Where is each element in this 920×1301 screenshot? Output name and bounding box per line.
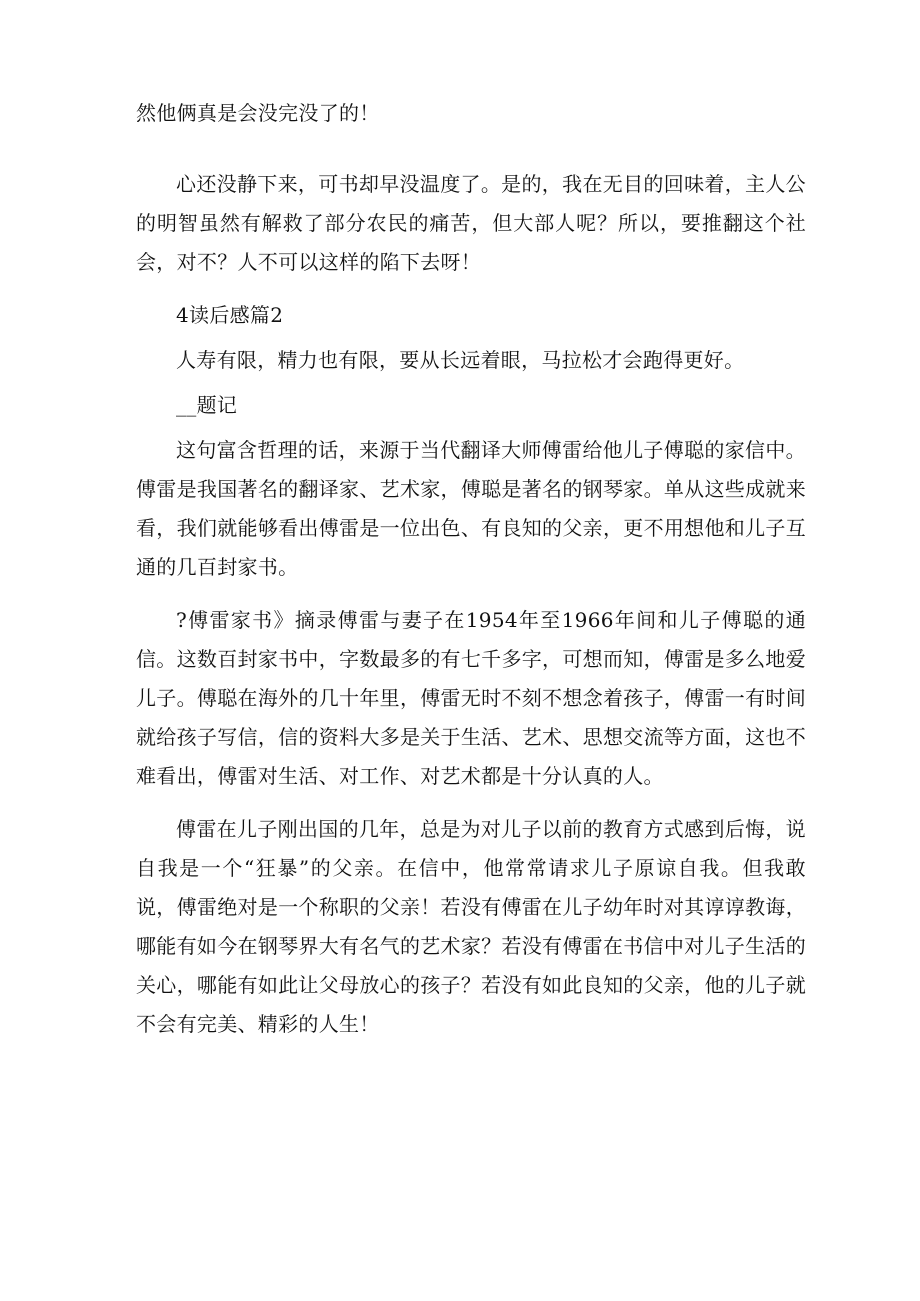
- paragraph-continuation: 然他俩真是会没完没了的！: [136, 101, 380, 125]
- paragraph: 傅雷在儿子刚出国的几年，总是为对儿子以前的教育方式感到后悔，说自我是一个“狂暴”的父亲。在信中，他常常请求儿子原谅自我。但我敢说，傅雷绝对是一个称职的父亲！若没有傅雷在儿子幼年时对其谆谆教诲，哪能有如今在钢琴界大有名气的艺术家？若没有傅雷在书信中对儿子生活的关心，哪能有如此让父母放心的孩子？若没有如此良知的父亲，他的儿子就不会有完美、精彩的人生！: [136, 817, 806, 1036]
- paragraph: 心还没静下来，可书却早没温度了。是的，我在无目的回味着，主人公的明智虽然有解救了部分农民的痛苦，但大部人呢？所以，要推翻这个社会，对不？人不可以这样的陷下去呀！: [136, 172, 806, 274]
- document-body: [136, 94, 806, 1044]
- epigraph-attribution: __题记: [176, 393, 238, 417]
- paragraph: ?傅雷家书》摘录傅雷与妻子在1954年至1966年间和儿子傅聪的通信。这数百封家书中，字数最多的有七千多字，可想而知，傅雷是多么地爱儿子。傅聪在海外的几十年里，傅雷无时不刻不想念着孩子，傅雷一有时间就给孩子写信，信的资料大多是关于生活、艺术、思想交流等方面，这也不难看出，傅雷对生活、对工作、对艺术都是十分认真的人。: [136, 608, 806, 788]
- paragraph: 这句富含哲理的话，来源于当代翻译大师傅雷给他儿子傅聪的家信中。傅雷是我国著名的翻译家、艺术家，傅聪是著名的钢琴家。单从这些成就来看，我们就能够看出傅雷是一位出色、有良知的父亲，更不用想他和儿子互通的几百封家书。: [136, 438, 806, 579]
- section-heading: 4读后感篇2: [176, 303, 284, 327]
- epigraph: 人寿有限，精力也有限，要从长远着眼，马拉松才会跑得更好。: [176, 348, 745, 372]
